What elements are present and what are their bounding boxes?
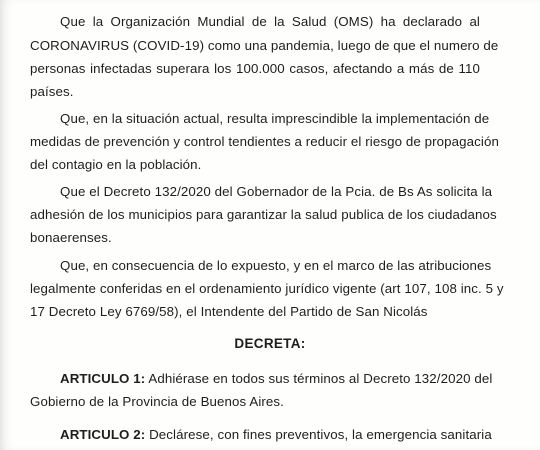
paragraph-1-line-4: países. (30, 84, 74, 99)
paragraph-3-line-1: Que el Decreto 132/2020 del Gobernador de la Pcia. de Bs As solicita la (60, 184, 493, 199)
paragraph-1-line-2: CORONAVIRUS (COVID-19) como una pandemia, luego de que el numero de (30, 38, 499, 53)
paragraph-4-line-1: Que, en consecuencia de lo expuesto, y en el marco de las atribuciones (60, 258, 492, 273)
paragraph-4-line-2: legalmente conferidas en el ordenamiento jurídico vigente (art 107, 108 inc. 5 y (30, 281, 504, 296)
article-2-title: ARTICULO 2: (60, 427, 146, 442)
paragraph-4-line-3: 17 Decreto Ley 6769/58), el Intendente del Partido de San Nicolás (30, 304, 428, 319)
article-2-text: Declárese, con fines preventivos, la emergencia sanitaria (145, 427, 492, 442)
article-1-title: ARTICULO 1: (60, 371, 146, 386)
article-1-line-1 (60, 371, 493, 387)
paragraph-1-line-3: personas infectadas superara los 100.000 casos, afectando a más de 110 (30, 61, 480, 76)
decreta-heading: DECRETA: (234, 336, 306, 351)
paragraph-2-line-2: medidas de prevención y control tendientes a reducir el riesgo de propagación (30, 134, 499, 149)
paragraph-1-line-1: Que la Organización Mundial de la Salud (OMS) ha declarado al (60, 14, 480, 29)
paragraph-3-line-3: bonaerenses. (30, 230, 112, 245)
article-1-line-2: Gobierno de la Provincia de Buenos Aires. (30, 394, 284, 409)
paragraph-2-line-1: Que, en la situación actual, resulta imprescindible la implementación de (60, 111, 490, 126)
article-1-text: Adhiérase en todos sus términos al Decreto 132/2020 del (145, 371, 493, 386)
paragraph-2-line-3: del contagio en la población. (30, 157, 202, 172)
paragraph-3-line-2: adhesión de los municipios para garantizar la salud publica de los ciudadanos (30, 207, 497, 222)
article-2-line-1 (60, 427, 492, 443)
